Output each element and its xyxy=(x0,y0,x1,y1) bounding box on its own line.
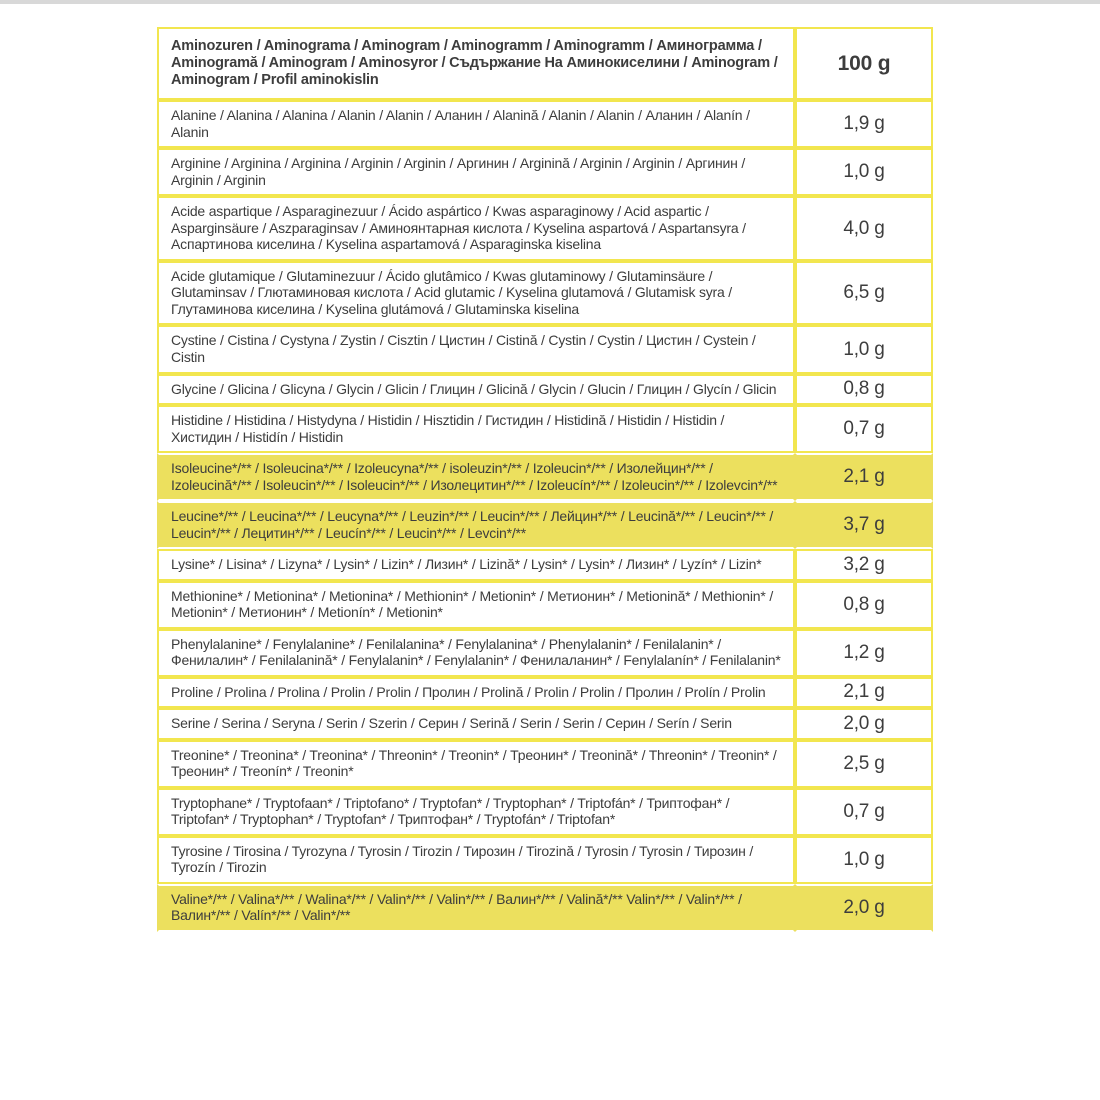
amino-value: 1,0 g xyxy=(795,325,933,373)
amino-name: Cystine / Cistina / Cystyna / Zystin / Cisztin / Цистин / Cistină / Cystin / Cystin / Цистин / Cystein / Cistin xyxy=(157,325,795,373)
table-row xyxy=(157,549,933,581)
table-row xyxy=(157,677,933,709)
amino-value: 0,7 g xyxy=(795,405,933,453)
table-row xyxy=(157,453,933,501)
amino-name: Serine / Serina / Seryna / Serin / Szerin / Серин / Serină / Serin / Serin / Серин / Serín / Serin xyxy=(157,708,795,740)
aminogram-table xyxy=(157,27,933,932)
amino-value: 3,7 g xyxy=(795,501,933,549)
table-row xyxy=(157,405,933,453)
amino-value: 4,0 g xyxy=(795,196,933,261)
table-row xyxy=(157,100,933,148)
amino-value: 3,2 g xyxy=(795,549,933,581)
amino-name: Isoleucine*/** / Isoleucina*/** / Izoleucyna*/** / isoleuzin*/** / Izoleucin*/** / Изолейцин*/** / Izoleucină*/** / Isoleucin*/** / Isoleucin*/** / Изолецитин*/** / Izoleucín*/** / Izoleucin*/** / Izolevcin*/** xyxy=(157,453,795,501)
header-amount: 100 g xyxy=(795,27,933,100)
amino-name: Treonine* / Treonina* / Treonina* / Threonin* / Treonin* / Треонин* / Treonină* / Threonin* / Treonin* / Треонин* / Treonín* / Treonin* xyxy=(157,740,795,788)
table-row xyxy=(157,884,933,932)
aminogram-table-header xyxy=(157,27,933,100)
amino-name: Lysine* / Lisina* / Lizyna* / Lysin* / Lizin* / Лизин* / Lizină* / Lysin* / Lysin* / Лизин* / Lyzín* / Lizin* xyxy=(157,549,795,581)
amino-value: 0,8 g xyxy=(795,581,933,629)
amino-value: 2,1 g xyxy=(795,677,933,709)
header-row xyxy=(157,27,933,100)
table-row xyxy=(157,261,933,326)
table-row xyxy=(157,836,933,884)
amino-value: 2,0 g xyxy=(795,884,933,932)
amino-value: 1,2 g xyxy=(795,629,933,677)
amino-value: 1,9 g xyxy=(795,100,933,148)
table-body xyxy=(157,100,933,932)
amino-name: Alanine / Alanina / Alanina / Alanin / Alanin / Аланин / Alanină / Alanin / Alanin / Аланин / Alanín / Alanin xyxy=(157,100,795,148)
amino-value: 0,8 g xyxy=(795,374,933,406)
table-row xyxy=(157,148,933,196)
amino-name: Proline / Prolina / Prolina / Prolin / Prolin / Пролин / Prolină / Prolin / Prolin / Пролин / Prolín / Prolin xyxy=(157,677,795,709)
amino-name: Arginine / Arginina / Arginina / Arginin / Arginin / Аргинин / Arginină / Arginin / Arginin / Аргинин / Arginin / Arginin xyxy=(157,148,795,196)
amino-value: 1,0 g xyxy=(795,148,933,196)
table-row xyxy=(157,501,933,549)
amino-name: Leucine*/** / Leucina*/** / Leucyna*/** / Leuzin*/** / Leucin*/** / Лейцин*/** / Leucină*/** / Leucin*/** / Leucin*/** / Лецитин*/** / Leucín*/** / Leucin*/** / Levcin*/** xyxy=(157,501,795,549)
amino-name: Tryptophane* / Tryptofaan* / Triptofano* / Tryptofan* / Tryptophan* / Triptofán* / Триптофан* / Triptofan* / Tryptophan* / Tryptofan* / Триптофан* / Tryptofán* / Triptofan* xyxy=(157,788,795,836)
table-row xyxy=(157,740,933,788)
amino-name: Glycine / Glicina / Glicyna / Glycin / Glicin / Глицин / Glicină / Glycin / Glucin / Глицин / Glycín / Glicin xyxy=(157,374,795,406)
amino-value: 0,7 g xyxy=(795,788,933,836)
table-row xyxy=(157,629,933,677)
amino-name: Acide aspartique / Asparaginezuur / Ácido aspártico / Kwas asparaginowy / Acid aspartic / Asparginsäure / Aszparaginsav / Аминоянтарная кислота / Kyselina aspartová / Aspartansyra / Аспартинова киселина / Kyselina aspartamová / Asparaginska kiselina xyxy=(157,196,795,261)
table-row xyxy=(157,374,933,406)
page-top-divider xyxy=(0,0,1100,4)
amino-value: 6,5 g xyxy=(795,261,933,326)
amino-name: Acide glutamique / Glutaminezuur / Ácido glutâmico / Kwas glutaminowy / Glutaminsäure / Glutaminsav / Глютаминовая кислота / Acid glutamic / Kyselina glutamová / Glutamisk syra / Глутаминова киселина / Kyselina glutámová / Glutaminska kiselina xyxy=(157,261,795,326)
amino-name: Histidine / Histidina / Histydyna / Histidin / Hisztidin / Гистидин / Histidină / Histidin / Histidin / Хистидин / Histidín / Histidin xyxy=(157,405,795,453)
amino-value: 2,1 g xyxy=(795,453,933,501)
amino-name: Tyrosine / Tirosina / Tyrozyna / Tyrosin / Tirozin / Тирозин / Tirozină / Tyrosin / Tyrosin / Тирозин / Tyrozín / Tirozin xyxy=(157,836,795,884)
table-row xyxy=(157,788,933,836)
table-row xyxy=(157,708,933,740)
header-title: Aminozuren / Aminograma / Aminogram / Aminogramm / Aminogramm / Аминограмма / Aminogramă / Aminogram / Aminosyror / Съдържание На Аминокиселини / Aminogram / Aminogram / Profil aminokislin xyxy=(157,27,795,100)
amino-value: 2,5 g xyxy=(795,740,933,788)
amino-name: Methionine* / Metionina* / Metionina* / Methionin* / Metionin* / Метионин* / Metionină* / Methionin* / Metionin* / Метионин* / Metionín* / Metionin* xyxy=(157,581,795,629)
table-row xyxy=(157,581,933,629)
amino-value: 1,0 g xyxy=(795,836,933,884)
amino-name: Phenylalanine* / Fenylalanine* / Fenilalanina* / Fenylalanina* / Phenylalanin* / Fenilalanin* / Фенилалин* / Fenilalanină* / Fenylalanin* / Fenylalanin* / Фенилаланин* / Fenylalanín* / Fenilalanin* xyxy=(157,629,795,677)
table-row xyxy=(157,196,933,261)
amino-value: 2,0 g xyxy=(795,708,933,740)
table-row xyxy=(157,325,933,373)
amino-name: Valine*/** / Valina*/** / Walina*/** / Valin*/** / Valin*/** / Валин*/** / Valină*/** Valin*/** / Valin*/** / Валин*/** / Valín*/** / Valin*/** xyxy=(157,884,795,932)
